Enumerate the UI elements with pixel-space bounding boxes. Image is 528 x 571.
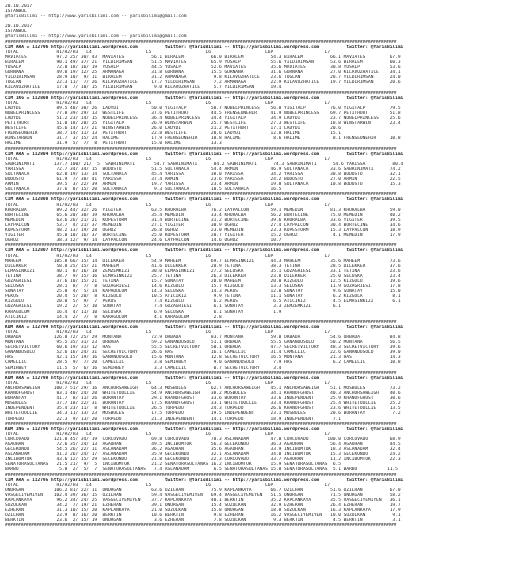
result-row: YUSALP 72.0 18/ 16/ 19 YUSALP 44.5 YUSALP 52.6 MAVIATES 35.6 MAVIATES 30.8 YUSALP 53.6 <box>5 65 401 71</box>
race-block <box>5 248 523 324</box>
result-row: GANANDOSOLO 52.6 16/ 24/ 31 SECRETVICTORY 26.6 HAS 16.1 CAMELLIC 31.4 CAMELLIC 22.6 GANANDOSOLO 39.0 <box>5 350 401 356</box>
result-row: GOZAGRIESI 37.6 10/ 15/ 21 TETINA 15.7 SUNATAY 20.0 MAHEEM 20.0 KIZGULU 12.5 KIZGULU 19.6 <box>5 278 401 284</box>
result-row: WINSTARWIN 31.7 3/ 15/ 24 HALIME 17.9 FRENSEONEHIR 18.8 HALIME 8.6 HALIME 8.1 FRENSEONEHIR 10.8 <box>5 136 401 142</box>
result-row: MEMEDIN 63.6 26/ 21/ 21 KOPESTORM 31.4 BORTECINE 31.2 BORTECINE 39.6 KHORALBA 33.6 YIGITER 39.5 <box>5 217 401 223</box>
result-row: SUNATAY 25.0 4/ 5/ 14 KAPADULUM 14.3 SELUSKA 14.3 PEKUS 12.0 SUNATAY 9.6 SUNATAY 15.0 <box>5 289 401 295</box>
race-title: CIM ARA = 112807 http://yarisbilimi.wordpress.com twitter: @YarisBilimi -- http://yarisbilimi.wordpress.com twitter: @YarisBilimi <box>5 248 404 254</box>
race-block <box>5 45 523 96</box>
result-row: HAS 42.1 15/ 19/ 16 GANANDOSOLO 15.6 MONTANA 12.8 SECRETVICTORY 16.5 MONTANA 21.3 HAS 14.3 <box>5 355 401 361</box>
result-row: KOPESTORM 48.2 13/ 19/ 28 OGHUZ 26.8 OGHUZ 23.0 MEMEDIN 23.3 KOPESTORM 15.3 LAYPALCON 18.9 <box>5 228 401 234</box>
result-row: LADYDI 51.2 23/ 14/ 15 NOBELPRINCESS 36.4 NOBELPRINCESS 34.4 YIGITALP 34.9 LADYDI 23.7 NOBELPRINCESS 25.6 <box>5 115 401 121</box>
column-headers: TOTAL H1/H2/H3 L4 L5 L6 L6P L7 <box>5 431 331 437</box>
result-row: BORANTAY 41.7 8/ 11/ 26 BORANTAY 29.1 KHANOFGHOST 33.6 BORANTAY 33.6 INDEPENDENT 25.9 KHANOFGHOST 30.6 <box>5 396 401 402</box>
race-title: KUM ARA = 112798 http://yarisbilimi.wordpress.com twitter: @YarisBilimi -- http://yarisbilimi.wordpress.com twitter: @YarisBilimi <box>5 375 404 381</box>
result-row: GOZAGRIESI 19.2 2/ 5/ 10 SUNATAY 7.4 GOZAGRIESI 6.1 SUNATAY 3.3 ZEMZEMKIZI 6.1 <box>5 304 341 310</box>
column-headers: TOTAL H1/H2/H3 L4 L5 L6 L6P L7 <box>5 100 331 106</box>
hash-rule: ###################################################################################################################################################### <box>5 472 397 478</box>
race-block <box>5 152 523 198</box>
result-row: SENATORASULTANAS 21.5 21/ 9/ 5 INCIBOMTOK 21.2 SENATORASULTANAS 16.2 INCIBOMTOK 15.9 SENATORASULTANAS 6.5 <box>5 462 341 468</box>
result-row: GURNANA 49.0 19/ 12/ 25 ARMANAGA 31.8 GURNANA 15.5 GURNANA 31.6 GURNANA 27.0 KILAVUZHATICE 34.1 <box>5 70 401 76</box>
result-row: BORTECINE 65.6 20/ 30/ 19 KHORALBA 35.4 MEMEDIN 33.4 KHORALBA 56.2 BORTECINE 75.0 MEMEDIN 40.2 <box>5 212 401 218</box>
hash-rule: ###################################################################################################################################################### <box>5 90 397 96</box>
result-row: SABRINIMATI 137.7 100/ 21/ 5 SABRINIMATI 54.7 SABRINIMATI 84.2 SABRINIMATI 74.3 SABRINIMATI 54.6 YARISSA 80.4 <box>5 161 404 167</box>
header-city: ISTANBUL <box>5 9 27 15</box>
result-row: CAMELLIC 28.5 9/ 7/ 20 CAMELLIC 3.8 SEMIHBEY 9.0 GANANDOSOLO 7.9 HAS 6.2 CAMELLIC 10.8 <box>5 360 401 366</box>
result-row: LAYPALCON 53.7 4/ 21/ 37 MEMEDIN 27.1 YIGITER 30.9 OGHUZ 27.4 LAYPALCON 30.4 BORTECINE 34.6 <box>5 222 401 228</box>
result-row: ELMASINKIZI 40.1 8/ 16/ 18 ZEMZEMKIZI 30.0 ELMASINKIZI 27.2 SELUSKA 35.1 GOZAGRIESI 33.1 TETINA 23.6 <box>5 268 401 274</box>
column-headers: TOTAL H1/H2/H3 L4 L5 L6 L6P L7 <box>5 329 331 335</box>
result-row: VASGECIYEMIYEN 102.4 39/ 36/ 15 OZILHAN 59.4 VASGECIYEMIYEN 69.4 VASGECIYEMIYEN 51.5 ONURGAN 71.5 ONURGAN 58.2 <box>5 492 401 498</box>
result-row: CORCOVADO 121.0 45/ 34/ 19 CORCOVADO 69.8 CORCOVADO 78.3 ASLANADAM 47.0 CORCOVADO 100.0 CORCOVADO 68.9 <box>5 436 401 442</box>
result-row: AGAOHAN 72.6 35/ 24/ 13 AGAOHAN 49.5 INCIBOMTOK 56.3 GECEKONDU 36.3 AGAOHAN 56.4 AGAOHAN 44.5 <box>5 441 401 447</box>
result-row: YILDIRIMSAN 28.9 10/ 9/ 11 BIRALEM 31.2 ARMANAGA 9.8 KILAVUZHATICE 23.6 TOGLAN 28.7 YILDIRIMSAN 24.0 <box>5 75 401 81</box>
result-row: KARAGULUM 16.4 4/ 11/ 10 SELUSKA 6.9 SELUSKA 6.1 SUNATAY 1.9 <box>5 309 282 315</box>
result-row: KILAVUZHATICE 17.0 7/ 10/ 15 YILDIRIMSAN 9.0 KILAVUZHATICE 5.7 YILDIRIMSAN 19.4 <box>5 85 282 91</box>
column-headers: TOTAL H1/H2/H3 L4 L5 L6 L6P L7 <box>5 156 331 162</box>
result-row: TOGLAN 22.3 11/ 7/ 26 KILAVUZHATICE 17.7 YILDIRIMSAN 7.2 ARMANAGA 22.9 KILAVUZHATICE 19.7 YILDIRIMSAN 20.6 <box>5 80 401 86</box>
result-row: ASLANADAM 41.2 26/ 24/ 17 ASLANADAM 35.9 GECEKONDU 32.1 ASLANADAM 34.0 INCIBOMTOK 15.3 GECEKONDU 24.2 <box>5 452 401 458</box>
result-row: OZILHAN 23.9 8/ 16/ 20 BERKTIN 10.6 BERKTIN 9.8 EZHERAN 16.2 VASGECIYEMIYEN 10.0 SUZULKAN 9.1 <box>5 513 401 519</box>
header-author: @YarisBilimi -- http://www.yarisbilimi.com -- yarisbilimi@gmail.com <box>5 34 187 40</box>
result-row: HALIME 31.9 5/ 7/ 8 PETITHURT 15.0 HALIME 13.3 <box>5 141 222 147</box>
race-block <box>5 478 523 529</box>
result-row: BIRALEM 90.1 49/ 37/ 21 YILDIRIMSAN 51.5 MAVIATES 65.9 YUSALP 55.6 YILDIRIMSAN 53.6 BIRALEM 60.3 <box>5 59 401 65</box>
race-blocks <box>5 45 523 529</box>
result-row: SEMIHBEY 11.5 5/ 6/ 16 SEMIHBEY 3.3 CAMELLIC 0.7 SECRETVICTORY 3.4 <box>5 365 282 371</box>
result-row: MONTANA 95.5 35/ 31/ 23 ORBADA 59.2 GANANDOSOLO 51.1 ORBADA 55.5 GANANDOSOLO 50.2 MONTANA 56.5 <box>5 340 401 346</box>
race-title: CIM ARA = 112795 http://yarisbilimi.wordpress.com twitter: @YarisBilimi -- http://yarisbilimi.wordpress.com twitter: @YarisBilimi <box>5 477 404 483</box>
result-row: BERKTIN 23.6 2/ 15/ 19 ONURGAN 3.6 EZHERAN 7.8 SUZULKAN 9.3 BERKTIN 4.5 BERKTIN 3.1 <box>5 518 401 524</box>
race-block <box>5 96 523 152</box>
header-date: 20.10.2017 <box>5 4 33 9</box>
result-row: INCIBOMTOK 43.6 12/ 15/ 29 GECEKONDU 21.8 GECEKONDU 22.3 CORCOVADO 33.7 AGAOHAN 11.2 INCIBOMTOK 22.3 <box>5 457 401 463</box>
result-row: MAHEEM 105.8 66/ 15/ 14 DILEKKER 54.9 MAHEEM 69.7 ELMASINKIZI 44.3 MAHEEM 35.6 MAHEEM 73.6 <box>5 258 401 264</box>
race-block <box>5 427 523 478</box>
hash-rule: ###################################################################################################################################################### <box>5 370 397 376</box>
race-title: KUM ING = 112796 http://yarisbilimi.wordpress.com twitter: @YarisBilimi -- http://yarisbilimi.wordpress.com twitter: @YarisBilimi <box>5 426 404 432</box>
column-headers: TOTAL H1/H2/H3 L4 L5 L6 L6P L7 <box>5 49 331 55</box>
result-row: GECEKONDU 54.5 26/ 22/ 11 ASLANADAM 36.2 AGAOHAN 35.6 AGAOHAN 33.9 INCIBOMTOK 18.3 ASLANADAM 32.4 <box>5 447 401 453</box>
result-row: ORBADA 126.8 72/ 25/ 29 MONTANA 72.9 ORBADA 83.7 MONTANA 59.0 ORBADA 54.6 ORBADA 84.8 <box>5 335 401 340</box>
column-headers: TOTAL H1/H2/H3 L4 L5 L6 L6P L7 <box>5 253 331 259</box>
result-row: TETINA 38.7 9/ 15/ 16 ELMASINKIZI 25.7 TETINA 26.3 DILEKKER 23.8 DILEKKER 25.0 SELUSKA 23.4 <box>5 273 401 279</box>
race-title: CIM ARA = 112796 http://yarisbilimi.wordpress.com twitter: @YarisBilimi -- http://yarisbilimi.wordpress.com twitter: @YarisBilimi <box>5 44 404 50</box>
column-headers: TOTAL H1/H2/H3 L4 L5 L6 L6P L7 <box>5 482 331 488</box>
result-row: OGHUZ 38.3 12/ 9/ 14 LAYPALCON 24.6 LAYPALCON 14.6 OGHUZ 10.7 <box>5 238 282 244</box>
header-city: ISTANBUL <box>5 29 27 35</box>
race-title: KUM ARA = 112799 http://yarisbilimi.wordpress.com twitter: @YarisBilimi -- http://yarisbilimi.wordpress.com twitter: @YarisBilimi <box>5 324 404 330</box>
result-row: WESTLIFE 45.6 14/ 17/ 21 WINSTARWIN 26.0 LADYDI 21.2 PETITHURT 17.1 LADYDI 20.6 <box>5 126 341 132</box>
result-row: INDEPENDENT 35.4 23/ 11/ 8 WHITETOOLLIE 26.5 TORPEDO 24.3 TORPEDO 26.6 KHANOFGHOST 23.6 WHITETOOLLIE 13.5 <box>5 406 401 412</box>
hash-rule: ###################################################################################################################################################### <box>5 523 397 529</box>
column-headers: TOTAL H1/H2/H3 L4 L5 L6 L6P L7 <box>5 202 331 208</box>
hash-rule: ###################################################################################################################################################### <box>5 319 397 325</box>
result-row: YIGITER 45.0 10/ 16/ 37 BORTECINE 25.0 KOPESTORM 20.7 YIGITER 15.2 OGHUZ 4.1 MEMEDIN 17.9 <box>5 233 401 239</box>
race-block <box>5 197 523 248</box>
result-row: TORPEDO 22.3 9/ 13/ 20 TORPEDO 21.3 INDEPENDENT 14.1 TORPEDO 18.9 INDEPENDENT 7.1 <box>5 416 341 422</box>
race-block <box>5 325 523 376</box>
result-row: FRENSEONEHIR 38.7 14/ 11/ 13 PETITHURT 22.8 WESTLIFE 20.6 LADYDI 12.8 HALIME 15.1 <box>5 131 341 137</box>
result-row: SULTANACA 62.0 19/ 13/ 14 SULTANACA 45.4 YARISSA 38.0 YARISSA 34.2 YARISSA 30.8 BODOSTO 32.1 <box>5 172 401 177</box>
result-row: MAVIATES 97.2 25/ 30/ 43 MAVIATES 56.1 BIRALEM 66.0 BIRALEM 54.3 BIRALEM 66.1 MAVIATES 67.9 <box>5 54 401 60</box>
hash-rule: ###################################################################################################################################################### <box>5 243 397 249</box>
result-row: BODOSTO 61.9 7/ 38/ 41 YARISSA 37.4 ARMIN 23.6 YARISSA 24.2 BODOSTO 27.0 ARMIN 22.5 <box>5 177 401 183</box>
result-row: ANCHORSAWEIGH 100.7 51/ 29/ 16 ANCHORSAWEIGH 64.3 MOSBULES 62.7 ANCHORSAWEIGH 45.1 ANCHORSAWEIGH 51.1 MOSBULES 73.2 <box>5 385 401 391</box>
result-row: NOBELPRINCESS 77.8 39/ 29/ 13 WESTLIFE 37.6 PETITHURT 44.5 FRENSEONEHIR 41.9 NOBELPRINCESS 69.7 PETITHURT 51.8 <box>5 110 401 116</box>
race-title: CIM ARA = 112804 http://yarisbilimi.wordpress.com twitter: @YarisBilimi -- http://yarisbilimi.wordpress.com twitter: @YarisBilimi <box>5 151 404 157</box>
result-row: MOSBULES 37.7 18/ 22/ 31 BORANTAY 17.5 KHANOFGHOST 33.1 WHITETOOLLIE 33.4 KHANOFGHOST 25.4 WHITETOOLLIE 25.2 <box>5 401 401 407</box>
result-row: KHANOFGHOST 83.1 40/ 24/ 20 WHITETOOLLIE 54.9 ANCHORSAWEIGH 38.2 MOSBULES 34.1 KHANOFGHOST 40.3 ANCHORSAWEIGH 40.6 <box>5 391 401 397</box>
result-row: KIZGULU 20.0 5/ 9/ 7 PEKUS 7.4 KIZGULU 6.2 PEKUS 6.5 ATICIKIZ 4.5 ELMASINKIZI 6.1 <box>5 299 401 305</box>
header-date: 20.10.2017 <box>5 24 33 30</box>
result-row: KHORALBA 89.2 44/ 32/ 26 YIGITER 63.5 KHORALBA 76.2 LAYPALCON 59.1 MEMEDIN 81.3 KHORALBA 59.0 <box>5 207 401 213</box>
hash-rule: ###################################################################################################################################################### <box>5 421 397 427</box>
result-row: EZHERAN 31.3 10/ 15/ 20 KAPLANKAYA 21.0 SUZULKAN 15.8 ONURGAN 18.8 SUZULKAN 16.3 KAPLANKAYA 17.9 <box>5 508 401 514</box>
result-row: PEKUS 20.4 5/ 20/ 8 KIZGULU 10.5 ATICIKIZ 9.9 TETINA 11.1 SUNATAY 6.2 KIZGULA 8.1 <box>5 294 401 300</box>
result-row: SELUSKA 28.1 8/ 7/ 8 GOZAGRIESI 14.6 KIZGULU 15.7 KIZGULU 13.3 SELUSKA 11.9 GOZAGRIESI 17.8 <box>5 284 401 290</box>
result-row: LADYDI 89.5 40/ 30/ 26 LADYDI 50.0 YIGITALP 58.7 NOBELPRINCESS 56.8 YIGITALP 76.0 YIGITALP 79.5 <box>5 105 401 111</box>
result-row: PETITHURT 51.0 18/ 20/ 25 YIGITALP 26.9 WINSTARWIN 25.7 WESTLIFE 27.3 WESTLIFE 18.8 WINSTARWIN 23.4 <box>5 121 401 127</box>
hash-rule: ###################################################################################################################################################### <box>5 192 397 198</box>
result-row: WHITETOOLLIE 34.3 11/ 13/ 23 MOSBULES 17.5 TORPEDO 19.5 INDEPENDENT 23.1 MOSBULES 20.6 BORANTAY 7.2 <box>5 411 401 417</box>
race-block <box>5 376 523 427</box>
race-title: CIM ARA = 112808 http://yarisbilimi.wordpress.com twitter: @YarisBilimi -- http://yarisbilimi.wordpress.com twitter: @YarisBilimi <box>5 197 404 203</box>
result-row: ATICIKIZ 14.4 2/ 7/ 8 KARAGULUM 4.1 KARAGULUM 2.8 <box>5 314 222 320</box>
race-title: CIM 1KG = 112800 http://yarisbilimi.wordpress.com twitter: @YarisBilimi -- http://yarisbilimi.wordpress.com twitter: @YarisBilimi <box>5 95 404 101</box>
result-row: BARBO 5.8 2/ 5/ 7 SENATORASULTANAS 7.4 ASLANADAM 6.5 SENATORASULTANAS 15.8 SENATORASULTANAS 5.1 BARBO 11.5 <box>5 467 398 473</box>
header-author: @YarisBilimi -- http://www.yarisbilimi.com -- yarisbilimi@gmail.com <box>5 14 187 20</box>
hash-rule: ###################################################################################################################################################### <box>5 39 397 45</box>
result-row: SULTANACA 37.6 8/ 15/ 20 SULTANACA 9.3 SULTANACA 10.5 SULTANACA 16.5 <box>5 187 282 193</box>
result-row: DILEKKER 58.8 25/ 15/ 21 MAHEEM 41.6 DILEKKER 28.9 TETINA 38.3 TETINA 28.5 DILEKKER 37.6 <box>5 263 401 269</box>
hash-rule: ###################################################################################################################################################### <box>5 146 397 152</box>
column-headers: TOTAL H1/H2/H3 L4 L5 L6 L6P L7 <box>5 380 331 386</box>
result-row: SECRETVICTORY 60.6 19/ 31/ 12 HAS 55.5 SECRETVICTORY 50.1 ORBADA 47.7 SECRETVICTORY 48.3 SECRETVICTORY 39.6 <box>5 345 401 351</box>
result-row: YARISSA 72.7 34/ 34/ 15 BODOSTO 51.5 SULTANACA 54.4 ARMIN 46.9 SULTANACA 33.6 SABRINIMATI 74.2 <box>5 166 401 172</box>
result-row: ONURGAN 106.2 81/ 22/ 11 ONURGAN 63.6 OZILHAN 75.9 KAPLANKAYA 66.7 OZILHAN 51.6 OZILHAN 67.0 <box>5 487 401 493</box>
result-row: SUZULKAN 34.2 7/ 19/ 21 EZHERAN 39.1 ONURGAN 15.4 SUZULKAN 32.9 EZHERAN 26.4 EZHERAN 19.7 <box>5 503 401 509</box>
result-row: KAPLANKAYA 96.2 34/ 24/ 25 VASGECIYEMIYEN 37.7 KAPLANKAYA 40.1 BERKTIN 35.2 KAPLANKAYA 35.5 VASGECIYEMIYEN 36.1 <box>5 498 401 503</box>
result-row: ARMIN 39.5 3/ 22/ 39 ARMIN 19.7 YARISSA 23.4 ARMIN 19.8 SULTANACA 10.8 BODOSTO 15.3 <box>5 182 401 188</box>
